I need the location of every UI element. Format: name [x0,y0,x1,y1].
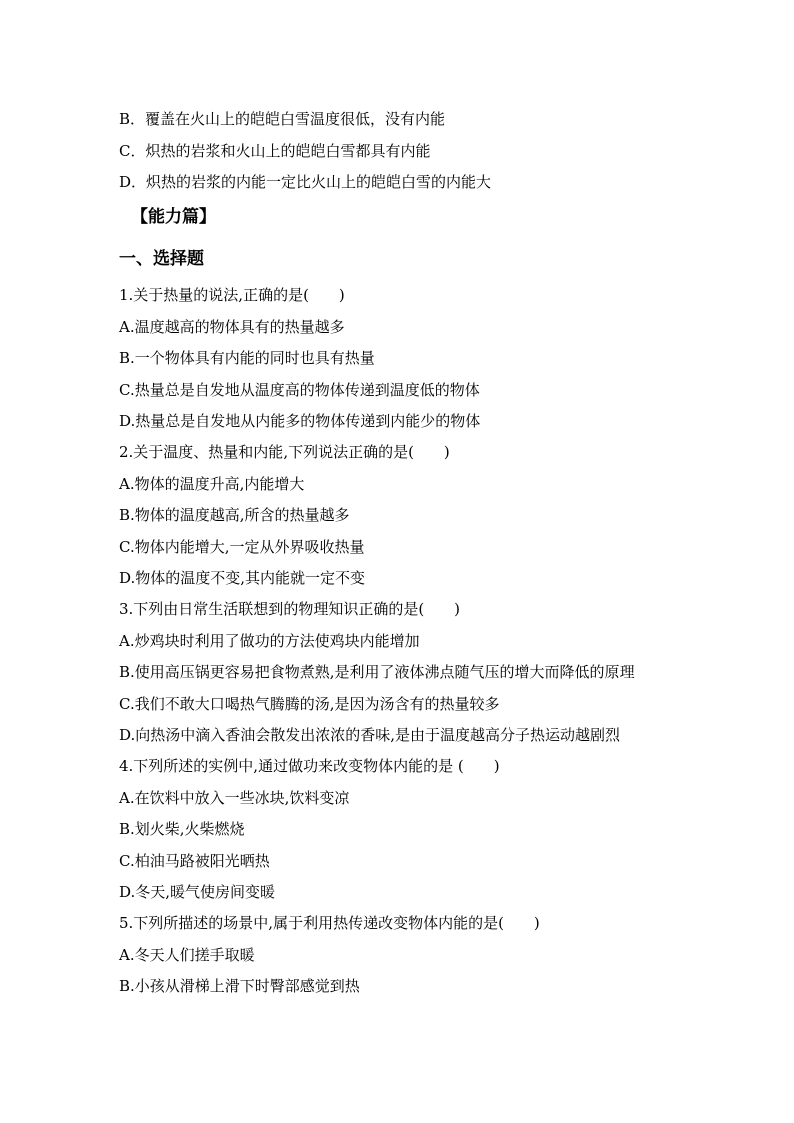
question-2-option-a: A.物体的温度升高,内能增大 [119,475,305,493]
option-c-line: C．炽热的岩浆和火山上的皑皑白雪都具有内能 [119,142,431,160]
question-3-option-c: C.我们不敢大口喝热气腾腾的汤,是因为汤含有的热量较多 [119,695,500,713]
question-2-option-b: B.物体的温度越高,所含的热量越多 [119,506,350,524]
question-4-option-b: B.划火柴,火柴燃烧 [119,820,245,838]
question-4-stem: 4.下列所述的实例中,通过做功来改变物体内能的是 ( ) [119,757,500,775]
question-1-option-a: A.温度越高的物体具有的热量越多 [119,318,345,336]
option-b-line: B．覆盖在火山上的皑皑白雪温度很低，没有内能 [119,110,446,128]
question-3-option-a: A.炒鸡块时利用了做功的方法使鸡块内能增加 [119,632,420,650]
question-4-option-d: D.冬天,暖气使房间变暖 [119,883,276,901]
question-3-stem: 3.下列由日常生活联想到的物理知识正确的是( ) [119,600,461,618]
question-3-option-b: B.使用高压锅更容易把食物煮熟,是利用了液体沸点随气压的增大而降低的原理 [119,663,635,681]
option-d-line: D．炽热的岩浆的内能一定比火山上的皑皑白雪的内能大 [119,173,492,191]
question-5-stem: 5.下列所描述的场景中,属于利用热传递改变物体内能的是( ) [119,914,540,932]
question-2-stem: 2.关于温度、热量和内能,下列说法正确的是( ) [119,443,450,461]
question-1-option-d: D.热量总是自发地从内能多的物体传递到内能少的物体 [119,412,481,430]
question-4-option-a: A.在饮料中放入一些冰块,饮料变凉 [119,789,350,807]
question-5-option-a: A.冬天人们搓手取暖 [119,946,255,964]
question-4-option-c: C.柏油马路被阳光晒热 [119,852,270,870]
part-heading: 一、选择题 [119,249,204,269]
section-heading: 【能力篇】 [131,207,216,227]
question-2-option-d: D.物体的温度不变,其内能就一定不变 [119,569,366,587]
question-1-option-c: C.热量总是自发地从温度高的物体传递到温度低的物体 [119,381,480,399]
question-1-stem: 1.关于热量的说法,正确的是( ) [119,286,345,304]
question-5-option-b: B.小孩从滑梯上滑下时臀部感觉到热 [119,977,360,995]
question-2-option-c: C.物体内能增大,一定从外界吸收热量 [119,538,365,556]
question-1-option-b: B.一个物体具有内能的同时也具有热量 [119,349,375,367]
question-3-option-d: D.向热汤中滴入香油会散发出浓浓的香味,是由于温度越高分子热运动越剧烈 [119,726,621,744]
